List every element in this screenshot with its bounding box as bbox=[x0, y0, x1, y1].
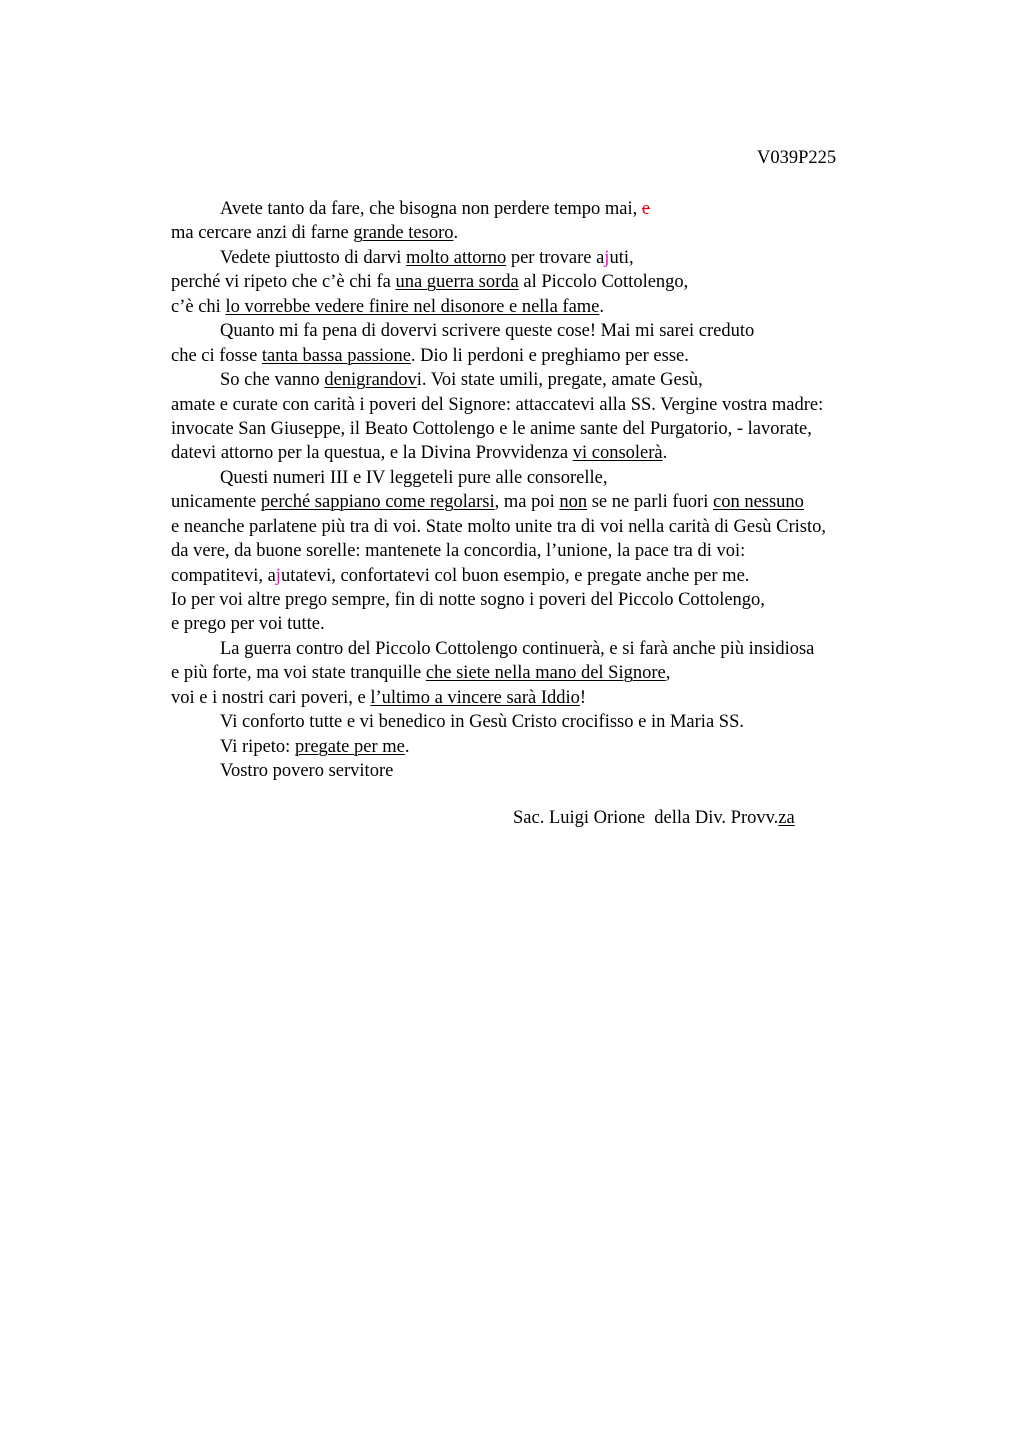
underlined-text: che siete nella mano del Signore bbox=[425, 663, 666, 684]
underlined-text: non bbox=[559, 492, 588, 513]
letter-line bbox=[171, 270, 931, 294]
text-segment: per trovare a bbox=[506, 247, 605, 268]
text-segment: Io per voi altre prego sempre, fin di notte sogno i poveri del Piccolo Cottolengo, bbox=[171, 590, 765, 610]
text-segment: So che vanno bbox=[220, 370, 325, 391]
letter-line bbox=[171, 490, 931, 514]
letter-line bbox=[171, 417, 931, 441]
underlined-text: perché sappiano come regolarsi bbox=[260, 492, 495, 513]
deleted-text: e bbox=[641, 199, 651, 219]
underlined-text: con nessuno bbox=[712, 492, 804, 513]
letter-line bbox=[171, 295, 931, 319]
text-segment: se ne parli fuori bbox=[587, 492, 713, 513]
underlined-text: tanta bassa passione bbox=[261, 345, 411, 366]
signature-text: Sac. Luigi Orione della Div. Provv. bbox=[513, 808, 779, 828]
letter-line bbox=[171, 466, 931, 490]
text-segment: ma cercare anzi di farne bbox=[171, 223, 354, 244]
text-segment: . Dio li perdoni e preghiamo per esse. bbox=[410, 345, 689, 366]
text-segment: compatitevi, a bbox=[171, 565, 276, 586]
text-segment: La guerra contro del Piccolo Cottolengo continuerà, e si farà anche più insidiosa bbox=[220, 638, 815, 659]
text-segment: amate e curate con carità i poveri del Signore: attaccatevi alla SS. Vergine vostra madre: bbox=[171, 394, 824, 415]
text-segment: i. Voi state umili, pregate, amate Gesù, bbox=[416, 370, 703, 391]
text-segment: uti, bbox=[609, 247, 634, 268]
text-segment: . bbox=[662, 443, 668, 464]
signature bbox=[513, 807, 795, 829]
text-segment: , ma poi bbox=[494, 492, 560, 513]
underlined-text: lo vorrebbe vedere finire nel disonore e nella fame bbox=[225, 296, 600, 317]
text-segment: Vostro povero servitore bbox=[220, 761, 394, 782]
underlined-text: grande tesoro bbox=[353, 223, 454, 244]
underlined-text: una guerra sorda bbox=[395, 272, 519, 293]
text-segment: Vedete piuttosto di darvi bbox=[220, 247, 406, 268]
text-segment: datevi attorno per la questua, e la Divina Provvidenza bbox=[171, 443, 573, 464]
letter-line bbox=[171, 441, 931, 465]
letter-line bbox=[171, 344, 931, 368]
letter-body bbox=[171, 197, 931, 784]
text-segment: e prego per voi tutte. bbox=[171, 614, 325, 635]
text-segment: Vi ripeto: bbox=[220, 736, 295, 757]
letter-line bbox=[171, 221, 931, 245]
underlined-text: molto attorno bbox=[406, 247, 507, 268]
text-segment: Avete tanto da fare, che bisogna non perdere tempo mai, bbox=[220, 199, 642, 219]
letter-line bbox=[171, 588, 931, 612]
letter-line bbox=[171, 661, 931, 685]
letter-line bbox=[171, 393, 931, 417]
letter-line bbox=[171, 637, 931, 661]
letter-line bbox=[171, 735, 931, 759]
text-segment: che ci fosse bbox=[171, 345, 262, 366]
text-segment: , bbox=[665, 663, 671, 684]
underlined-text: pregate per me bbox=[294, 736, 405, 757]
letter-line bbox=[171, 612, 931, 636]
underlined-text: denigrandov bbox=[324, 370, 417, 391]
letter-line bbox=[171, 710, 931, 734]
underlined-text: vi consolerà bbox=[572, 443, 663, 464]
letter-line bbox=[171, 246, 931, 270]
text-segment: invocate San Giuseppe, il Beato Cottolengo e le anime sante del Purgatorio, - lavorate, bbox=[171, 418, 812, 439]
letter-line bbox=[171, 759, 931, 783]
text-segment: ! bbox=[579, 687, 587, 708]
text-segment: e più forte, ma voi state tranquille bbox=[171, 663, 426, 684]
letter-line bbox=[171, 564, 931, 588]
text-segment: Vi conforto tutte e vi benedico in Gesù Cristo crocifisso e in Maria SS. bbox=[220, 712, 744, 733]
letter-line bbox=[171, 515, 931, 539]
letter-line bbox=[171, 539, 931, 563]
text-segment: unicamente bbox=[171, 492, 261, 513]
text-segment: utatevi, confortatevi col buon esempio, e pregate anche per me. bbox=[280, 565, 750, 586]
underlined-text: l’ultimo a vincere sarà Iddio bbox=[370, 687, 580, 708]
signature-suffix: za bbox=[778, 808, 795, 828]
text-segment: Quanto mi fa pena di dovervi scrivere queste cose! Mai mi sarei creduto bbox=[220, 321, 755, 342]
text-segment: . bbox=[599, 296, 605, 317]
letter-line bbox=[171, 319, 931, 343]
text-segment: Questi numeri III e IV leggeteli pure alle consorelle, bbox=[220, 467, 608, 488]
text-segment: al Piccolo Cottolengo, bbox=[518, 272, 689, 293]
text-segment: voi e i nostri cari poveri, e bbox=[171, 687, 371, 708]
text-segment: . bbox=[404, 736, 410, 757]
page-id: V039P225 bbox=[757, 148, 837, 168]
text-segment: perché vi ripeto che c’è chi fa bbox=[171, 272, 396, 293]
letter-line bbox=[171, 686, 931, 710]
inserted-letter: j bbox=[275, 565, 281, 586]
letter-line bbox=[171, 368, 931, 392]
text-segment: c’è chi bbox=[171, 296, 226, 317]
text-segment: . bbox=[453, 223, 459, 244]
letter-line bbox=[171, 197, 931, 221]
text-segment: da vere, da buone sorelle: mantenete la concordia, l’unione, la pace tra di voi: bbox=[171, 541, 746, 562]
inserted-letter: j bbox=[604, 247, 610, 268]
text-segment: e neanche parlatene più tra di voi. State molto unite tra di voi nella carità di Gesù Cristo, bbox=[171, 516, 827, 537]
